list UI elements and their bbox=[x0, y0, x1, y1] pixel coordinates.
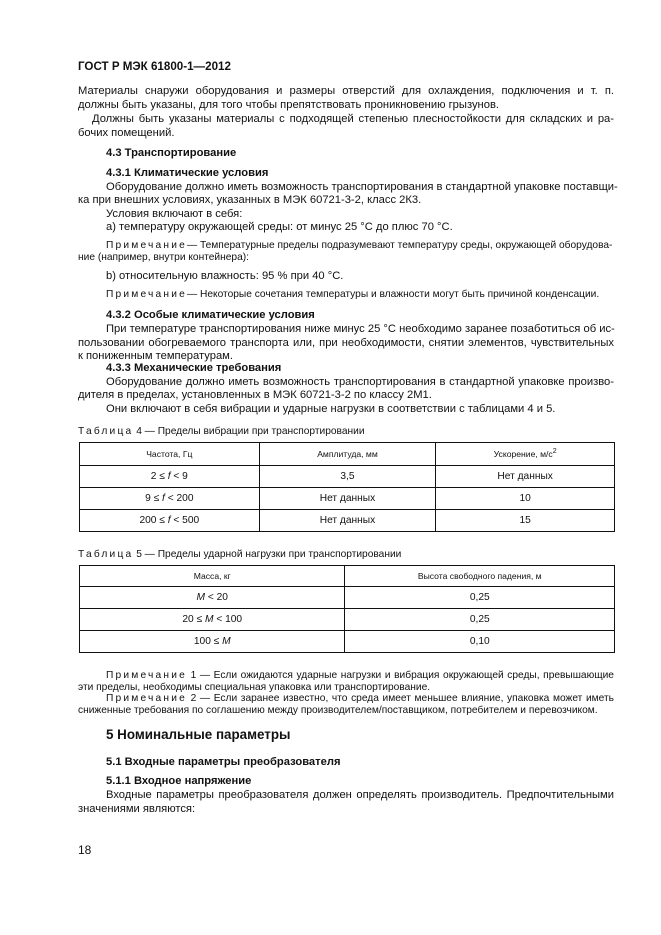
table-row bbox=[80, 510, 615, 532]
s432-line3: к пониженным температурам. bbox=[78, 350, 233, 362]
s431-line3: Условия включают в себя: bbox=[106, 208, 243, 220]
header-drop-height: Высота свободного падения, м bbox=[345, 566, 615, 587]
s431-line1: Оборудование должно иметь возможность транспортирования в стандартной упаковке поставщи- bbox=[106, 181, 618, 193]
cell-frequency: 200 ≤ f < 500 bbox=[80, 510, 260, 532]
table-shock-limits bbox=[79, 565, 615, 653]
section-5-1-1-title: 5.1.1 Входное напряжение bbox=[106, 775, 252, 787]
header-frequency: Частота, Гц bbox=[80, 443, 260, 466]
note-temperature-line2: ние (например, внутри контейнера): bbox=[78, 252, 249, 263]
s433-line3: Они включают в себя вибрации и ударные нагрузки в соответствии с таблицами 4 и 5. bbox=[106, 403, 556, 415]
cell-drop-height: 0,25 bbox=[345, 609, 615, 631]
s511-line1: Входные параметры преобразователя должен определять производитель. Предпочтительными bbox=[106, 789, 614, 801]
table4-caption bbox=[78, 426, 365, 438]
cell-mass: 100 ≤ M bbox=[80, 631, 345, 653]
s431-item-a: a) температуру окружающей среды: от минус 25 °С до плюс 70 °С. bbox=[106, 221, 453, 233]
cell-mass: 20 ≤ M < 100 bbox=[80, 609, 345, 631]
note-text-line1: — Температурные пределы подразумевают температуру среды, окружающей оборудова- bbox=[186, 240, 613, 251]
note-1-line1: Примечание 1 — Если ожидаются ударные нагрузки и вибрация окружающей среды, превышающие bbox=[106, 670, 614, 681]
table-label: Таблица bbox=[78, 426, 134, 437]
intro-p1-line2: должны быть указаны, для того чтобы препятствовать проникновению грызунов. bbox=[78, 99, 499, 111]
document-header: ГОСТ Р МЭК 61800-1—2012 bbox=[78, 60, 231, 73]
note-1-line2: эти пределы, необходимы специальная упаковка или транспортирование. bbox=[78, 682, 431, 693]
table-caption-text: 5 — Пределы ударной нагрузки при транспортировании bbox=[136, 549, 402, 560]
section-4-3-2-title: 4.3.2 Особые климатические условия bbox=[106, 309, 315, 321]
cell-frequency: 2 ≤ f < 9 bbox=[80, 466, 260, 488]
header-acceleration: Ускорение, $м/с^2$ bbox=[436, 443, 615, 466]
s511-line2: значениями являются: bbox=[78, 803, 196, 815]
note-humidity bbox=[106, 289, 599, 301]
section-4-3-title: 4.3 Транспортирование bbox=[106, 147, 237, 159]
table-caption-text: 4 — Пределы вибрации при транспортировании bbox=[136, 426, 365, 437]
cell-mass: M < 20 bbox=[80, 587, 345, 609]
cell-drop-height: 0,10 bbox=[345, 631, 615, 653]
s432-line1: При температуре транспортирования ниже минус 25 °С необходимо заранее позаботиться об ис- bbox=[106, 323, 615, 335]
intro-p2-line2: бочих помещений. bbox=[78, 127, 175, 139]
table5-caption bbox=[78, 549, 401, 561]
header-mass: Масса, кг bbox=[80, 566, 345, 587]
table-header-row bbox=[80, 443, 615, 466]
note-label: Примечание bbox=[106, 289, 187, 300]
cell-acceleration: Нет данных bbox=[436, 466, 615, 488]
page-number: 18 bbox=[78, 843, 92, 857]
s432-line2: пользовании обогреваемого транспорта или, при необходимости, снятии элементов, чувствительных bbox=[78, 337, 614, 349]
s431-line2: ка при внешних условиях, указанных в МЭК 60721-3-2, класс 2К3. bbox=[78, 194, 422, 206]
intro-p2-line1: Должны быть указаны материалы с подходящей степенью плесностойкости для складских и ра- bbox=[92, 113, 614, 125]
table-row bbox=[80, 466, 615, 488]
note-text: — Некоторые сочетания температуры и влажности могут быть причиной конденсации. bbox=[186, 289, 600, 300]
cell-acceleration: 15 bbox=[436, 510, 615, 532]
s433-line1: Оборудование должно иметь возможность транспортирования в стандартной упаковке произво- bbox=[106, 376, 614, 388]
s433-line2: дителя в пределах, установленных в МЭК 60721-3-2 по классу 2М1. bbox=[78, 389, 432, 401]
intro-p1-line1: Материалы снаружи оборудования и размеры отверстий для охлаждения, подключения и т. п. bbox=[78, 85, 614, 97]
section-5-1-title: 5.1 Входные параметры преобразователя bbox=[106, 756, 341, 768]
cell-amplitude: Нет данных bbox=[259, 510, 436, 532]
table-row bbox=[80, 587, 615, 609]
table-vibration-limits bbox=[79, 442, 615, 532]
table-label: Таблица bbox=[78, 549, 134, 560]
note-temperature bbox=[106, 240, 612, 252]
cell-acceleration: 10 bbox=[436, 488, 615, 510]
note-2-line1: Примечание 2 — Если заранее известно, что среда имеет меньшее влияние, упаковка может иметь bbox=[106, 693, 614, 704]
table-header-row bbox=[80, 566, 615, 587]
s431-item-b: b) относительную влажность: 95 % при 40 °С. bbox=[106, 270, 344, 282]
note-label: Примечание bbox=[106, 240, 187, 251]
cell-frequency: 9 ≤ f < 200 bbox=[80, 488, 260, 510]
note-2-line2: сниженные требования по соглашению между производителем/поставщиком, потребителем и перевозчиком. bbox=[78, 705, 598, 716]
cell-amplitude: Нет данных bbox=[259, 488, 436, 510]
section-4-3-3-title: 4.3.3 Механические требования bbox=[106, 362, 282, 374]
table-row bbox=[80, 631, 615, 653]
section-5-title: 5 Номинальные параметры bbox=[106, 727, 291, 742]
cell-amplitude: 3,5 bbox=[259, 466, 436, 488]
header-amplitude: Амплитуда, мм bbox=[259, 443, 436, 466]
cell-drop-height: 0,25 bbox=[345, 587, 615, 609]
table-row bbox=[80, 609, 615, 631]
table-row bbox=[80, 488, 615, 510]
section-4-3-1-title: 4.3.1 Климатические условия bbox=[106, 167, 269, 179]
